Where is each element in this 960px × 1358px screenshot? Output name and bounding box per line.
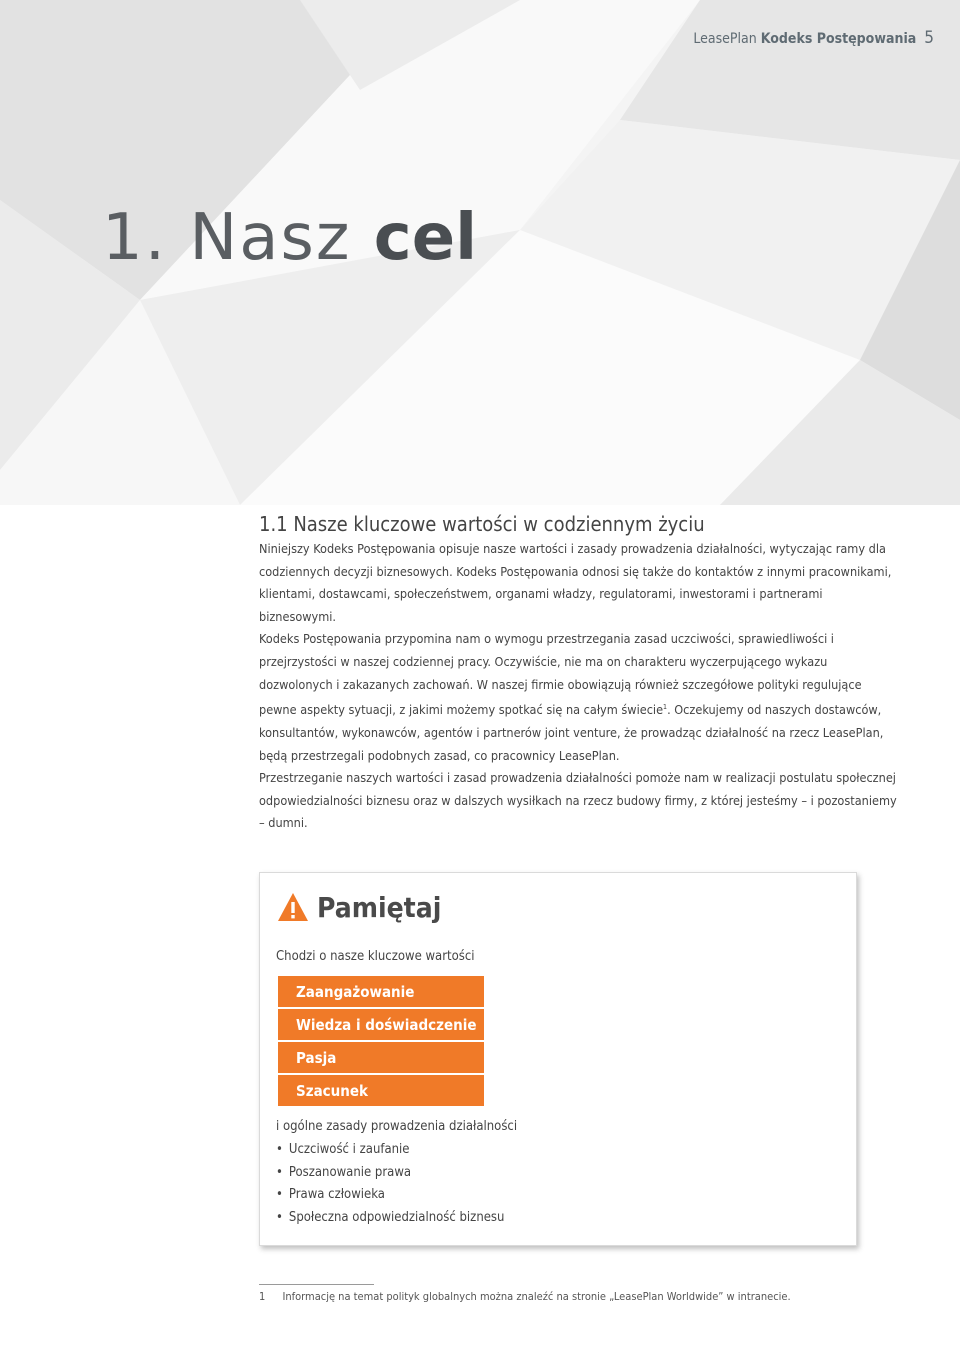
chapter-title-light: Nasz	[189, 201, 352, 275]
footnote-ref: 1	[663, 703, 668, 712]
principle-label: Prawa człowieka	[288, 1187, 385, 1203]
principle-label: Społeczna odpowiedzialność biznesu	[288, 1210, 505, 1226]
principle-label: Poszanowanie prawa	[288, 1164, 412, 1180]
principles-list	[276, 1139, 504, 1230]
chapter-title	[102, 201, 478, 275]
value-expertise: Wiedza i doświadczenie	[278, 1009, 484, 1040]
warning-icon	[277, 891, 309, 923]
bullet-icon: •	[276, 1164, 283, 1180]
value-respect: Szacunek	[278, 1075, 484, 1106]
paragraph-1: Niniejszy Kodeks Postępowania opisuje nasze wartości i zasady prowadzenia działalności, wytyczając ramy dla codziennych decyzji biznesowych. Kodeks Postępowania odnosi się także do kontaktów z innymi pracownikami, klientami, dostawcami, społeczeństwem, organami władzy, regulatorami, inwestorami i partnerami biznesowymi.	[259, 541, 892, 624]
list-item	[276, 1162, 504, 1185]
list-item	[276, 1184, 504, 1207]
bullet-icon: •	[276, 1210, 283, 1226]
header-brand: LeasePlan	[693, 31, 757, 47]
paragraph-2-part-b: . Oczekujemy od naszych dostawców, konsultantów, wykonawców, agentów i partnerów joint venture, że prowadząc działalność na rzecz LeasePlan, będą przestrzegali podobnych zasad, co pracownicy LeasePlan.	[259, 702, 884, 763]
section-core-values	[259, 510, 899, 835]
paragraph-2	[259, 628, 899, 767]
principles-intro: i ogólne zasady prowadzenia działalności	[276, 1119, 518, 1134]
paragraph-2-part-a: Kodeks Postępowania przypomina nam o wymogu przestrzegania zasad uczciwości, sprawiedliwości i przejrzystości w naszej codziennej pracy. Oczywiście, nie ma on charakteru wyczerpującego wykazu dozwolonych i zakazanych zachowań. W naszej firmie obowiązują również szczegółowe polityki regulujące pewne aspekty sytuacji, z jakimi możemy spotkać się na całym świecie	[259, 631, 862, 718]
list-item	[276, 1207, 504, 1230]
footnote-text: Informację na temat polityk globalnych można znaleźć na stronie „LeasePlan Worldwide” w intranecie.	[282, 1290, 791, 1303]
page-number: 5	[924, 28, 934, 48]
header-doc-title: Kodeks Postępowania	[760, 31, 917, 47]
reminder-title: Pamiętaj	[317, 890, 442, 924]
section-heading: 1.1 Nasze kluczowe wartości w codziennym życiu	[259, 512, 705, 536]
chapter-title-bold: cel	[373, 201, 478, 275]
reminder-box	[259, 872, 857, 1246]
value-passion: Pasja	[278, 1042, 484, 1073]
bullet-icon: •	[276, 1187, 283, 1203]
core-values-list	[278, 976, 484, 1108]
footnote-divider	[259, 1284, 374, 1285]
list-item	[276, 1139, 504, 1162]
footnote	[259, 1290, 791, 1303]
value-commitment: Zaangażowanie	[278, 976, 484, 1007]
page-header	[693, 28, 934, 48]
paragraph-3: Przestrzeganie naszych wartości i zasad prowadzenia działalności pomoże nam w realizacji postulatu społecznej odpowiedzialności biznesu oraz w dalszych wysiłkach na rzecz budowy firmy, z której jesteśmy – i pozostaniemy – dumni.	[259, 770, 897, 831]
footnote-number: 1	[259, 1290, 266, 1303]
reminder-header	[277, 887, 441, 927]
principle-label: Uczciwość i zaufanie	[288, 1142, 410, 1157]
chapter-number: 1.	[102, 201, 168, 275]
reminder-intro: Chodzi o nasze kluczowe wartości	[276, 949, 475, 964]
bullet-icon: •	[276, 1142, 283, 1157]
